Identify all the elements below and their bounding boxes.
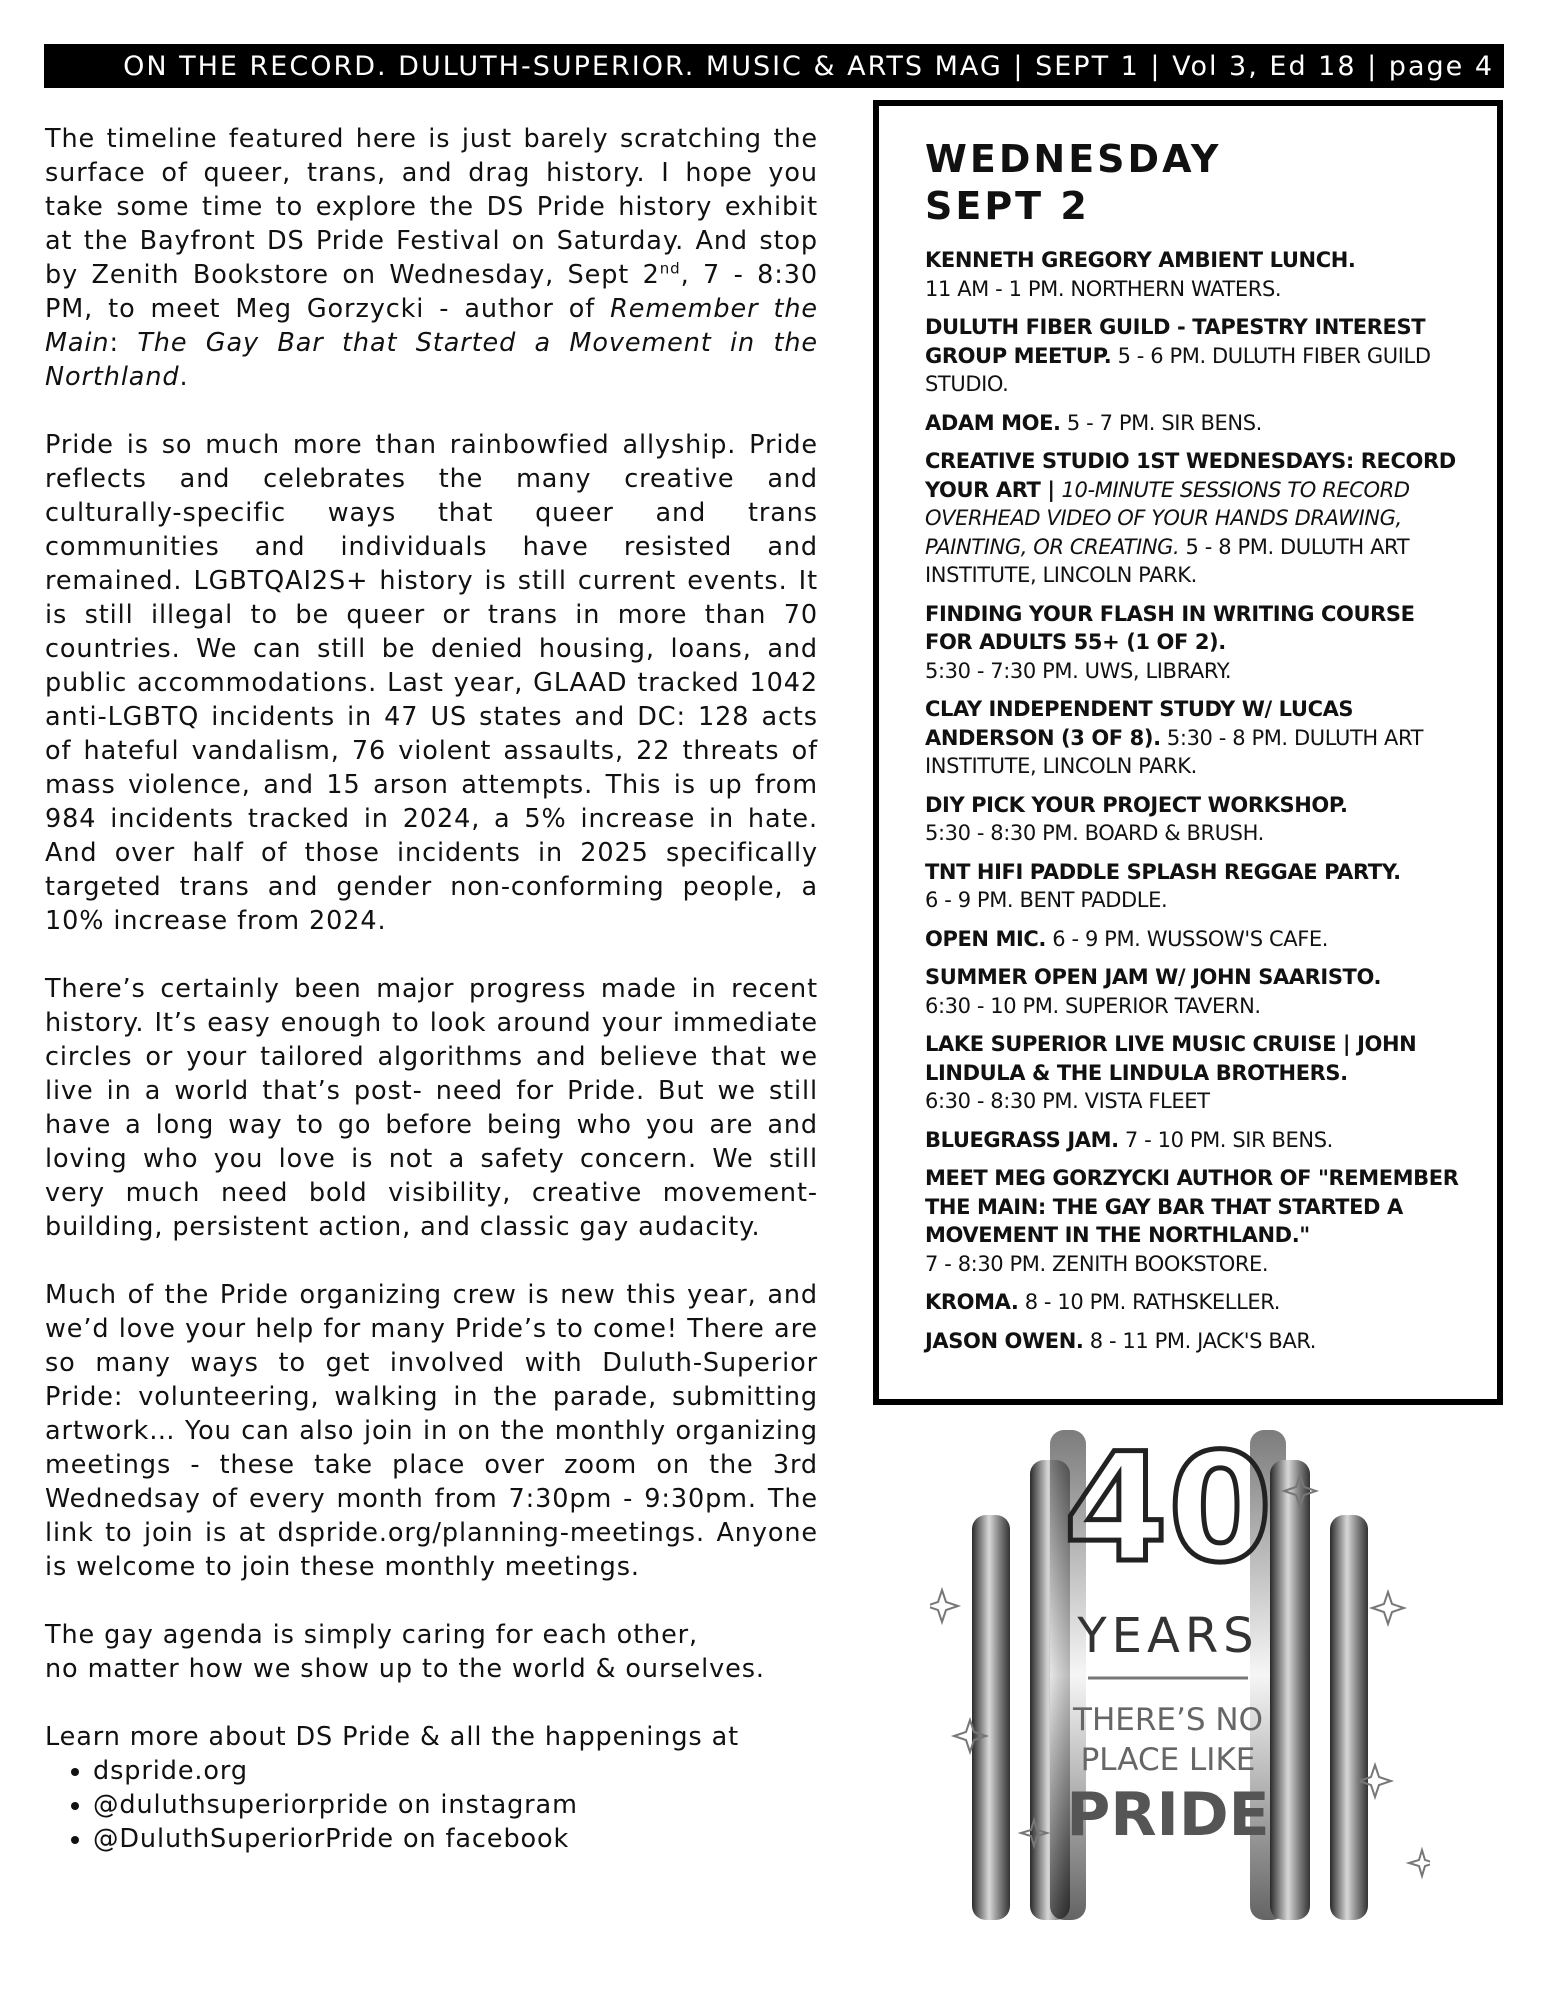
event-details: 7 - 10 PM. SIR BENS. <box>1118 1127 1333 1152</box>
event-name: KENNETH GREGORY AMBIENT LUNCH. <box>925 248 1356 272</box>
event-details: 6 - 9 PM. WUSSOW'S CAFE. <box>1045 926 1329 951</box>
date-suffix: nd <box>659 259 681 278</box>
event-item <box>925 246 1467 303</box>
event-name: JASON OWEN. <box>925 1328 1084 1353</box>
logo-tagline-2: PLACE LIKE <box>1080 1742 1256 1778</box>
intro-text-cont: , 7 - 8:30 PM, to meet Meg Gorzycki - author of <box>45 260 818 324</box>
event-item <box>925 313 1467 399</box>
link-facebook[interactable]: • @DuluthSuperiorPride on facebook <box>93 1822 818 1856</box>
event-name: FINDING YOUR FLASH IN WRITING COURSE FOR ADULTS 55+ (1 OF 2). <box>925 601 1415 654</box>
book-colon: : <box>109 328 138 358</box>
events-list <box>925 246 1467 1355</box>
logo-graphic <box>930 1420 1430 1940</box>
event-item <box>925 791 1467 848</box>
event-item <box>925 1164 1467 1278</box>
events-title-day: WEDNESDAY <box>925 137 1222 181</box>
event-name: BLUEGRASS JAM. <box>925 1127 1119 1152</box>
event-details: 8 - 11 PM. JACK'S BAR. <box>1083 1328 1317 1353</box>
intro-text: The timeline featured here is just barely scratching the surface of queer, trans, and drag history. I hope you take some time to explore the DS Pride history exhibit at the Bayfront DS Pride Festival on Saturday. And stop by Zenith Bookstore on Wednesday, Sept 2 <box>45 124 818 290</box>
article-paragraph-progress: There’s certainly been major progress made in recent history. It’s easy enough to look around your immediate circles or your tailored algorithms and believe that we live in a world that’s post- need for Pride. But we still have a long way to go before being who you are and loving who you love is not a safety concern. We still very much need bold visibility, creative movement-building, persistent action, and classic gay audacity. <box>45 974 818 1242</box>
article-paragraph-organizing: Much of the Pride organizing crew is new this year, and we’d love your help for many Pride’s to come! There are so many ways to get involved with Duluth-Superior Pride: volunteering, walking in the parade, submitting artwork… You can also join in on the monthly organizing meetings - these take place over zoom on the 3rd Wednedsay of every month from 7:30pm - 9:30pm. The link to join is at dspride.org/planning-meetings. Anyone is welcome to join these monthly meetings. <box>45 1280 818 1582</box>
event-name: CREATIVE STUDIO 1ST WEDNESDAYS: RECORD YOUR ART | <box>925 449 1456 502</box>
event-name: OPEN MIC. <box>925 926 1046 951</box>
events-title <box>925 136 1467 230</box>
event-name: DULUTH FIBER GUILD - TAPESTRY INTEREST GROUP MEETUP. <box>925 315 1426 368</box>
event-details: 5:30 - 7:30 PM. UWS, LIBRARY. <box>925 658 1232 683</box>
agenda-line-1: The gay agenda is simply caring for each other, <box>45 1620 699 1650</box>
pride-40-years-logo <box>930 1420 1430 1940</box>
agenda-line-2: no matter how we show up to the world & ourselves. <box>45 1654 765 1684</box>
event-name: KROMA. <box>925 1290 1019 1314</box>
event-details: 5 - 8 PM. DULUTH ART INSTITUTE, LINCOLN PARK. <box>925 534 1410 587</box>
page-header-bar <box>44 44 1504 88</box>
event-details: 7 - 8:30 PM. ZENITH BOOKSTORE. <box>925 1251 1269 1276</box>
article-paragraph-pride: Pride is so much more than rainbowfied allyship. Pride reflects and celebrates the many creative and culturally-specific ways that queer and trans communities and individuals have resisted and remained. LGBTQAI2S+ history is still current events. It is still illegal to be queer or trans in more than 70 countries. We can still be denied housing, loans, and public accommodations. Last year, GLAAD tracked 1042 anti-LGBTQ incidents in 47 US states and DC: 128 acts of hateful vandalism, 76 violent assaults, 22 threats of mass violence, and 15 arson attempts. This is up from 984 incidents tracked in 2024, a 5% increase in hate. And over half of those incidents in 2025 specifically targeted trans and gender non-conforming people, a 10% increase from 2024. <box>45 430 818 936</box>
event-name: DIY PICK YOUR PROJECT WORKSHOP. <box>925 792 1348 817</box>
link-website[interactable]: • dspride.org <box>93 1754 818 1788</box>
logo-bar <box>1270 1460 1310 1920</box>
article-paragraph-agenda <box>45 1618 818 1686</box>
event-details: 11 AM - 1 PM. NORTHERN WATERS. <box>925 276 1282 301</box>
event-item <box>925 409 1467 438</box>
event-details: 5 - 7 PM. SIR BENS. <box>1060 410 1262 435</box>
book-title: Remember the Main <box>45 294 819 358</box>
article-paragraph-intro <box>45 122 818 394</box>
event-details: 6:30 - 10 PM. SUPERIOR TAVERN. <box>925 993 1261 1018</box>
event-name: ADAM MOE. <box>925 410 1061 435</box>
event-details: 8 - 10 PM. RATHSKELLER. <box>1018 1290 1280 1314</box>
intro-period: . <box>179 362 189 392</box>
event-item <box>925 858 1467 915</box>
events-box <box>873 100 1503 1405</box>
event-details: 6:30 - 8:30 PM. VISTA FLEET <box>925 1089 1210 1113</box>
event-name: MEET MEG GORZYCKI AUTHOR OF "REMEMBER THE MAIN: THE GAY BAR THAT STARTED A MOVEMENT IN THE NORTHLAND." <box>925 1166 1459 1247</box>
event-item <box>925 1288 1467 1317</box>
events-title-date: SEPT 2 <box>925 184 1090 228</box>
event-item <box>925 925 1467 954</box>
page-header-text: ON THE RECORD. DULUTH-SUPERIOR. MUSIC & ARTS MAG | SEPT 1 | Vol 3, Ed 18 | page 4 <box>123 50 1494 82</box>
event-item <box>925 600 1467 686</box>
event-name: CLAY INDEPENDENT STUDY W/ LUCAS ANDERSON (3 OF 8). <box>925 697 1354 750</box>
logo-bar <box>1330 1515 1368 1920</box>
event-item <box>925 695 1467 781</box>
event-item <box>925 447 1467 590</box>
event-item <box>925 1126 1467 1155</box>
book-subtitle: The Gay Bar that Started a Movement in the Northland <box>45 328 818 392</box>
logo-years: YEARS <box>1077 1608 1259 1664</box>
link-instagram[interactable]: • @duluthsuperiorpride on instagram <box>93 1788 818 1822</box>
event-item <box>925 963 1467 1020</box>
event-name: SUMMER OPEN JAM W/ JOHN SAARISTO. <box>925 965 1382 989</box>
logo-tagline-3: PRIDE <box>1066 1780 1270 1850</box>
article-paragraph-learn-more: Learn more about DS Pride & all the happenings at <box>45 1722 740 1752</box>
article-column <box>45 122 818 1856</box>
logo-bar <box>972 1515 1010 1920</box>
links-list <box>93 1754 818 1856</box>
event-details: 5:30 - 8:30 PM. BOARD & BRUSH. <box>925 821 1264 845</box>
event-item <box>925 1030 1467 1116</box>
event-name: TNT HIFI PADDLE SPLASH REGGAE PARTY. <box>925 859 1401 884</box>
event-item <box>925 1327 1467 1356</box>
event-details: 5 - 6 PM. DULUTH FIBER GUILD STUDIO. <box>925 343 1431 396</box>
logo-tagline-1: THERE’S NO <box>1073 1702 1263 1738</box>
event-name: LAKE SUPERIOR LIVE MUSIC CRUISE | JOHN LINDULA & THE LINDULA BROTHERS. <box>925 1032 1417 1085</box>
event-details: 5:30 - 8 PM. DULUTH ART INSTITUTE, LINCOLN PARK. <box>925 725 1424 778</box>
event-details: 6 - 9 PM. BENT PADDLE. <box>925 888 1168 912</box>
event-description: 10-MINUTE SESSIONS TO RECORD OVERHEAD VIDEO OF YOUR HANDS DRAWING, PAINTING, OR CREATING. <box>925 477 1410 559</box>
logo-number: 40 <box>1063 1422 1273 1596</box>
